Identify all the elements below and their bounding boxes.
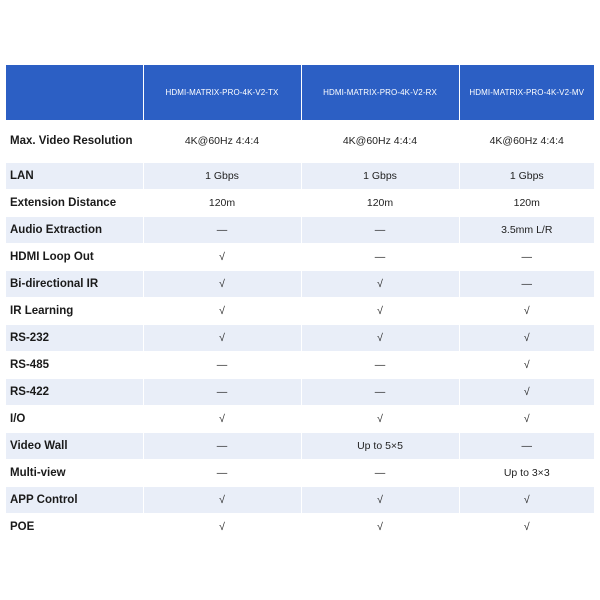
tx-value: 1 Gbps (143, 163, 301, 190)
table-row (6, 514, 594, 541)
table-row (6, 163, 594, 190)
mv-value: Up to 3×3 (459, 460, 594, 487)
table-row (6, 406, 594, 433)
feature-label: Bi-directional IR (6, 271, 143, 298)
rx-value: — (301, 460, 459, 487)
tx-value: 4K@60Hz 4:4:4 (143, 120, 301, 163)
mv-value: √ (459, 379, 594, 406)
rx-value: √ (301, 406, 459, 433)
feature-label: IR Learning (6, 298, 143, 325)
table-row (6, 298, 594, 325)
mv-value: 120m (459, 190, 594, 217)
table-body (6, 120, 594, 541)
table-row (6, 217, 594, 244)
comparison-table (6, 65, 594, 541)
tx-value: — (143, 460, 301, 487)
rx-value: √ (301, 298, 459, 325)
rx-value: √ (301, 325, 459, 352)
feature-label: RS-485 (6, 352, 143, 379)
header-tx: HDMI-MATRIX-PRO-4K-V2-TX (143, 65, 301, 120)
feature-label: Multi-view (6, 460, 143, 487)
feature-label: APP Control (6, 487, 143, 514)
mv-value: √ (459, 514, 594, 541)
table-header (6, 65, 594, 120)
mv-value: √ (459, 298, 594, 325)
tx-value: √ (143, 514, 301, 541)
header-mv: HDMI-MATRIX-PRO-4K-V2-MV (459, 65, 594, 120)
feature-label: I/O (6, 406, 143, 433)
tx-value: √ (143, 271, 301, 298)
table-row (6, 120, 594, 163)
table-row (6, 244, 594, 271)
rx-value: √ (301, 514, 459, 541)
rx-value: — (301, 244, 459, 271)
feature-label: Extension Distance (6, 190, 143, 217)
feature-label: HDMI Loop Out (6, 244, 143, 271)
feature-label: Audio Extraction (6, 217, 143, 244)
header-feature-cell (6, 65, 143, 120)
mv-value: — (459, 433, 594, 460)
tx-value: — (143, 352, 301, 379)
feature-label: RS-422 (6, 379, 143, 406)
table-row (6, 433, 594, 460)
table-row (6, 460, 594, 487)
rx-value: Up to 5×5 (301, 433, 459, 460)
mv-value: — (459, 271, 594, 298)
tx-value: — (143, 433, 301, 460)
table-row (6, 487, 594, 514)
rx-value: √ (301, 487, 459, 514)
tx-value: √ (143, 325, 301, 352)
table-row (6, 271, 594, 298)
mv-value: 4K@60Hz 4:4:4 (459, 120, 594, 163)
rx-value: 120m (301, 190, 459, 217)
table-row (6, 352, 594, 379)
tx-value: — (143, 217, 301, 244)
rx-value: 4K@60Hz 4:4:4 (301, 120, 459, 163)
mv-value: √ (459, 487, 594, 514)
rx-value: — (301, 352, 459, 379)
feature-label: Max. Video Resolution (6, 120, 143, 163)
feature-label: POE (6, 514, 143, 541)
feature-label: Video Wall (6, 433, 143, 460)
tx-value: √ (143, 487, 301, 514)
table-row (6, 190, 594, 217)
feature-label: LAN (6, 163, 143, 190)
mv-value: — (459, 244, 594, 271)
mv-value: √ (459, 406, 594, 433)
rx-value: 1 Gbps (301, 163, 459, 190)
tx-value: √ (143, 298, 301, 325)
rx-value: √ (301, 271, 459, 298)
mv-value: 1 Gbps (459, 163, 594, 190)
mv-value: √ (459, 352, 594, 379)
mv-value: √ (459, 325, 594, 352)
table-row (6, 325, 594, 352)
mv-value: 3.5mm L/R (459, 217, 594, 244)
tx-value: 120m (143, 190, 301, 217)
header-rx: HDMI-MATRIX-PRO-4K-V2-RX (301, 65, 459, 120)
tx-value: — (143, 379, 301, 406)
header-row (6, 65, 594, 120)
rx-value: — (301, 379, 459, 406)
rx-value: — (301, 217, 459, 244)
feature-label: RS-232 (6, 325, 143, 352)
tx-value: √ (143, 244, 301, 271)
tx-value: √ (143, 406, 301, 433)
table-row (6, 379, 594, 406)
